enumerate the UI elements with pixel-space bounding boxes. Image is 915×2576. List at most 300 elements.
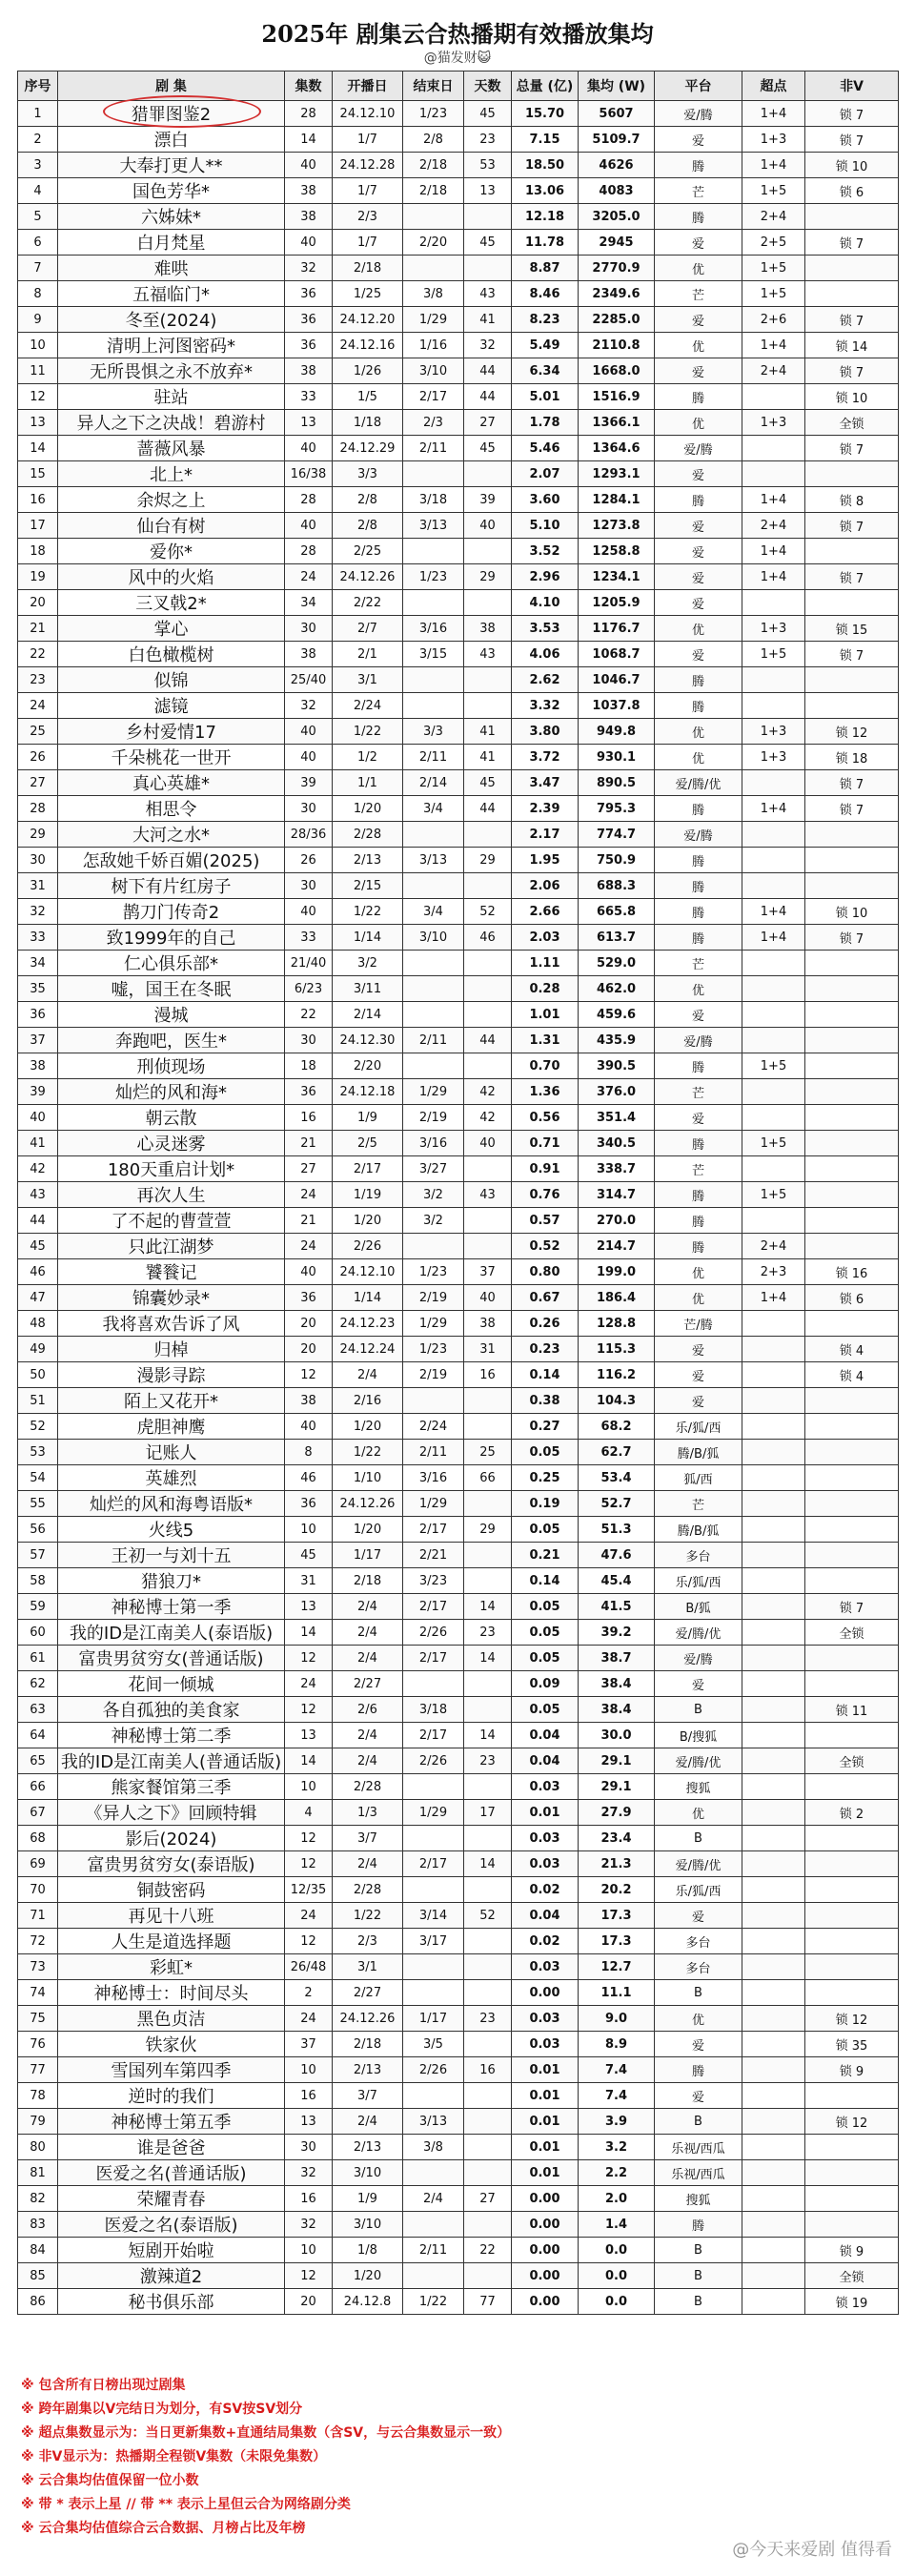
cell-episodes: 13 — [285, 410, 333, 436]
cell-title-text: 英雄烈 — [145, 1469, 197, 1489]
cell-index: 25 — [18, 719, 58, 745]
cell-end-date — [403, 2160, 464, 2186]
cell-days: 44 — [464, 358, 512, 384]
cell-title — [58, 127, 285, 153]
cell-episodes: 14 — [285, 1620, 333, 1646]
cell-platform: B/狐 — [655, 1594, 742, 1620]
cell-non-vip — [805, 1517, 899, 1543]
cell-non-vip: 锁 4 — [805, 1362, 899, 1388]
cell-total: 2.17 — [512, 822, 579, 848]
cell-total: 2.96 — [512, 564, 579, 590]
cell-end-date: 2/3 — [403, 410, 464, 436]
cell-index: 82 — [18, 2186, 58, 2212]
cell-average: 27.9 — [579, 1800, 655, 1826]
cell-episodes: 24 — [285, 2006, 333, 2032]
cell-start-date: 2/8 — [333, 513, 403, 539]
cell-total: 0.01 — [512, 1800, 579, 1826]
cell-start-date: 2/27 — [333, 1980, 403, 2006]
cell-end-date: 1/23 — [403, 1259, 464, 1285]
cell-total: 0.05 — [512, 1620, 579, 1646]
cell-average: 38.4 — [579, 1697, 655, 1723]
cell-total: 0.67 — [512, 1285, 579, 1311]
cell-non-vip: 锁 7 — [805, 925, 899, 951]
cell-total: 0.52 — [512, 1234, 579, 1259]
cell-episodes: 16/38 — [285, 461, 333, 487]
cell-start-date: 3/7 — [333, 1826, 403, 1851]
cell-index: 36 — [18, 1002, 58, 1028]
cell-end-date — [403, 822, 464, 848]
cell-title — [58, 667, 285, 693]
cell-title — [58, 384, 285, 410]
cell-non-vip — [805, 1440, 899, 1465]
cell-total: 12.18 — [512, 204, 579, 230]
cell-title — [58, 1414, 285, 1440]
cell-title-text: 饕餮记 — [145, 1263, 197, 1283]
cell-episodes: 28 — [285, 101, 333, 127]
cell-title-text: 黑色贞洁 — [136, 2010, 206, 2030]
table-row — [18, 333, 899, 358]
cell-title — [58, 1105, 285, 1131]
cell-non-vip: 锁 14 — [805, 333, 899, 358]
cell-platform: B — [655, 1697, 742, 1723]
cell-title-text: 爱你* — [150, 542, 193, 562]
cell-platform: 爱 — [655, 2032, 742, 2057]
cell-platform: 爱 — [655, 1362, 742, 1388]
cell-title — [58, 1053, 285, 1079]
cell-start-date: 1/8 — [333, 2238, 403, 2263]
cell-episodes: 36 — [285, 307, 333, 333]
cell-days — [464, 1826, 512, 1851]
cell-index: 72 — [18, 1929, 58, 1954]
cell-average: 1364.6 — [579, 436, 655, 461]
cell-index: 14 — [18, 436, 58, 461]
cell-title — [58, 2160, 285, 2186]
cell-start-date: 24.12.18 — [333, 1079, 403, 1105]
table-row — [18, 1517, 899, 1543]
cell-end-date — [403, 2212, 464, 2238]
cell-peak: 1+4 — [742, 487, 805, 513]
cell-non-vip: 锁 10 — [805, 153, 899, 178]
cell-end-date: 3/15 — [403, 642, 464, 667]
cell-index: 18 — [18, 539, 58, 564]
cell-platform: 爱 — [655, 358, 742, 384]
cell-days: 45 — [464, 101, 512, 127]
cell-episodes: 20 — [285, 1337, 333, 1362]
cell-start-date: 2/4 — [333, 1851, 403, 1877]
cell-platform: 芒/腾 — [655, 1311, 742, 1337]
cell-days: 23 — [464, 2006, 512, 2032]
cell-platform: 芒 — [655, 178, 742, 204]
cell-platform: 优 — [655, 256, 742, 281]
cell-platform: 腾 — [655, 1131, 742, 1156]
cell-days — [464, 2135, 512, 2160]
cell-non-vip: 锁 35 — [805, 2032, 899, 2057]
cell-average: 338.7 — [579, 1156, 655, 1182]
cell-index: 56 — [18, 1517, 58, 1543]
cell-start-date: 1/3 — [333, 1800, 403, 1826]
cell-non-vip — [805, 1208, 899, 1234]
cell-end-date — [403, 539, 464, 564]
cell-title-text: 花间一倾城 — [128, 1675, 214, 1695]
cell-end-date — [403, 204, 464, 230]
cell-average: 390.5 — [579, 1053, 655, 1079]
cell-non-vip — [805, 1491, 899, 1517]
cell-total: 0.04 — [512, 1723, 579, 1748]
note-4: ※ 非V显示为：热播期全程锁V集数（未限免集数） — [21, 2449, 327, 2464]
cell-start-date: 2/6 — [333, 1697, 403, 1723]
table-row — [18, 178, 899, 204]
cell-end-date — [403, 951, 464, 976]
cell-non-vip: 锁 7 — [805, 436, 899, 461]
header-index: 序号 — [18, 72, 58, 101]
cell-days: 45 — [464, 436, 512, 461]
cell-days: 40 — [464, 1285, 512, 1311]
cell-start-date: 24.12.8 — [333, 2289, 403, 2315]
cell-peak: 2+4 — [742, 358, 805, 384]
table-row — [18, 1929, 899, 1954]
cell-total: 1.01 — [512, 1002, 579, 1028]
cell-days: 13 — [464, 178, 512, 204]
cell-index: 28 — [18, 796, 58, 822]
cell-non-vip — [805, 976, 899, 1002]
table-row — [18, 127, 899, 153]
cell-episodes: 12 — [285, 1929, 333, 1954]
cell-average: 1.4 — [579, 2212, 655, 2238]
cell-end-date: 2/19 — [403, 1105, 464, 1131]
cell-platform: 爱/腾/优 — [655, 1851, 742, 1877]
cell-start-date: 24.12.16 — [333, 333, 403, 358]
cell-index: 53 — [18, 1440, 58, 1465]
cell-index: 13 — [18, 410, 58, 436]
cell-title-text: 180天重启计划* — [107, 1160, 235, 1180]
cell-days: 44 — [464, 796, 512, 822]
cell-index: 61 — [18, 1646, 58, 1671]
cell-non-vip: 锁 16 — [805, 1259, 899, 1285]
cell-title — [58, 1259, 285, 1285]
cell-end-date: 3/13 — [403, 513, 464, 539]
cell-platform: 腾 — [655, 693, 742, 719]
cell-peak — [742, 1517, 805, 1543]
cell-days: 40 — [464, 513, 512, 539]
cell-title-text: 大河之水* — [132, 826, 210, 846]
cell-days — [464, 873, 512, 899]
cell-index: 69 — [18, 1851, 58, 1877]
cell-total: 0.03 — [512, 1954, 579, 1980]
cell-total: 0.28 — [512, 976, 579, 1002]
cell-peak: 1+3 — [742, 719, 805, 745]
cell-non-vip — [805, 1929, 899, 1954]
cell-episodes: 40 — [285, 513, 333, 539]
cell-days: 41 — [464, 745, 512, 770]
cell-episodes: 33 — [285, 925, 333, 951]
cell-non-vip: 锁 10 — [805, 384, 899, 410]
cell-title-text: 猎罪图鉴2 — [131, 105, 212, 125]
cell-average: 8.9 — [579, 2032, 655, 2057]
cell-days: 41 — [464, 307, 512, 333]
cell-platform: 腾/B/狐 — [655, 1517, 742, 1543]
cell-title — [58, 951, 285, 976]
cell-title-text: 影后(2024) — [125, 1830, 217, 1850]
cell-start-date: 2/4 — [333, 1620, 403, 1646]
cell-non-vip: 锁 7 — [805, 230, 899, 256]
cell-title-text: 医爱之名(泰语版) — [104, 2216, 238, 2236]
cell-end-date: 1/29 — [403, 1491, 464, 1517]
cell-non-vip — [805, 2160, 899, 2186]
table-row — [18, 1671, 899, 1697]
cell-total: 0.57 — [512, 1208, 579, 1234]
cell-average: 47.6 — [579, 1543, 655, 1568]
cell-start-date: 24.12.26 — [333, 2006, 403, 2032]
cell-average: 9.0 — [579, 2006, 655, 2032]
cell-start-date: 1/2 — [333, 745, 403, 770]
cell-peak — [742, 667, 805, 693]
cell-end-date: 2/19 — [403, 1285, 464, 1311]
cell-episodes: 32 — [285, 2160, 333, 2186]
cell-average: 890.5 — [579, 770, 655, 796]
cell-end-date: 2/26 — [403, 2057, 464, 2083]
cell-non-vip: 锁 7 — [805, 564, 899, 590]
cell-title-text: 彩虹* — [150, 1958, 193, 1978]
cell-peak: 2+5 — [742, 230, 805, 256]
cell-platform: 优 — [655, 333, 742, 358]
cell-peak — [742, 2289, 805, 2315]
cell-title — [58, 2289, 285, 2315]
cell-episodes: 24 — [285, 1182, 333, 1208]
cell-start-date: 1/9 — [333, 2186, 403, 2212]
cell-days: 29 — [464, 848, 512, 873]
cell-title — [58, 204, 285, 230]
cell-start-date: 1/17 — [333, 1543, 403, 1568]
table-row — [18, 976, 899, 1002]
cell-peak — [742, 1800, 805, 1826]
cell-platform: 狐/西 — [655, 1465, 742, 1491]
cell-start-date: 24.12.10 — [333, 1259, 403, 1285]
cell-average: 0.0 — [579, 2238, 655, 2263]
cell-average: 2110.8 — [579, 333, 655, 358]
cell-end-date: 3/8 — [403, 281, 464, 307]
cell-title — [58, 230, 285, 256]
cell-platform: 爱 — [655, 230, 742, 256]
cell-index: 15 — [18, 461, 58, 487]
cell-platform: 芒 — [655, 951, 742, 976]
cell-end-date: 1/29 — [403, 1311, 464, 1337]
cell-start-date: 1/20 — [333, 2263, 403, 2289]
cell-platform: 搜狐 — [655, 2186, 742, 2212]
cell-episodes: 30 — [285, 796, 333, 822]
cell-end-date — [403, 693, 464, 719]
cell-platform: 爱 — [655, 1388, 742, 1414]
cell-non-vip: 锁 12 — [805, 2006, 899, 2032]
page-title: 2025年 剧集云合热播期有效播放集均 — [261, 20, 654, 48]
cell-episodes: 21 — [285, 1208, 333, 1234]
cell-days — [464, 951, 512, 976]
cell-platform: 芒 — [655, 1491, 742, 1517]
cell-days — [464, 2083, 512, 2109]
cell-total: 0.03 — [512, 1774, 579, 1800]
cell-end-date — [403, 2083, 464, 2109]
cell-index: 65 — [18, 1748, 58, 1774]
cell-non-vip — [805, 667, 899, 693]
cell-platform: 腾 — [655, 667, 742, 693]
cell-end-date: 3/18 — [403, 487, 464, 513]
cell-episodes: 40 — [285, 899, 333, 925]
cell-title — [58, 1543, 285, 1568]
cell-non-vip — [805, 1105, 899, 1131]
cell-platform: 腾 — [655, 925, 742, 951]
table-row — [18, 204, 899, 230]
cell-average: 7.4 — [579, 2057, 655, 2083]
cell-episodes: 36 — [285, 1079, 333, 1105]
table-row — [18, 667, 899, 693]
cell-title-text: 怎敌她千娇百媚(2025) — [82, 851, 260, 871]
cell-title — [58, 358, 285, 384]
cell-platform: 优 — [655, 1259, 742, 1285]
cell-average: 29.1 — [579, 1748, 655, 1774]
cell-non-vip — [805, 1954, 899, 1980]
cell-average: 3.9 — [579, 2109, 655, 2135]
cell-index: 10 — [18, 333, 58, 358]
cell-episodes: 21/40 — [285, 951, 333, 976]
table-row — [18, 1105, 899, 1131]
cell-title — [58, 1337, 285, 1362]
cell-average: 5109.7 — [579, 127, 655, 153]
cell-episodes: 36 — [285, 281, 333, 307]
cell-total: 0.23 — [512, 1337, 579, 1362]
table-row — [18, 1646, 899, 1671]
cell-peak: 1+4 — [742, 1285, 805, 1311]
cell-average: 1516.9 — [579, 384, 655, 410]
cell-index: 1 — [18, 101, 58, 127]
cell-average: 688.3 — [579, 873, 655, 899]
cell-non-vip — [805, 848, 899, 873]
table-row — [18, 1826, 899, 1851]
cell-title — [58, 1877, 285, 1903]
cell-title — [58, 178, 285, 204]
cell-title-text: 熊家餐馆第三季 — [111, 1778, 232, 1798]
cell-total: 0.91 — [512, 1156, 579, 1182]
cell-title-text: 锦囊妙录* — [132, 1289, 210, 1309]
cell-title — [58, 1156, 285, 1182]
cell-days: 14 — [464, 1851, 512, 1877]
table-row — [18, 719, 899, 745]
cell-platform: 爱/腾 — [655, 1646, 742, 1671]
cell-average: 3.2 — [579, 2135, 655, 2160]
cell-episodes: 38 — [285, 1388, 333, 1414]
cell-peak — [742, 461, 805, 487]
cell-days: 52 — [464, 1903, 512, 1929]
cell-episodes: 38 — [285, 178, 333, 204]
cell-peak: 1+5 — [742, 256, 805, 281]
cell-days: 39 — [464, 487, 512, 513]
cell-average: 38.4 — [579, 1671, 655, 1697]
cell-title-text: 五福临门* — [132, 285, 210, 305]
cell-days — [464, 1543, 512, 1568]
cell-non-vip — [805, 1646, 899, 1671]
cell-title-text: 嘘，国王在冬眠 — [111, 980, 232, 1000]
cell-title — [58, 410, 285, 436]
table-row — [18, 2057, 899, 2083]
cell-episodes: 10 — [285, 2238, 333, 2263]
cell-platform: 腾/B/狐 — [655, 1440, 742, 1465]
cell-end-date: 1/29 — [403, 1800, 464, 1826]
cell-average: 21.3 — [579, 1851, 655, 1877]
cell-index: 76 — [18, 2032, 58, 2057]
table-row — [18, 590, 899, 616]
cell-days — [464, 1671, 512, 1697]
cell-index: 79 — [18, 2109, 58, 2135]
cell-average: 115.3 — [579, 1337, 655, 1362]
cell-episodes: 21 — [285, 1131, 333, 1156]
table-row — [18, 1568, 899, 1594]
cell-end-date: 1/16 — [403, 333, 464, 358]
cell-total: 0.27 — [512, 1414, 579, 1440]
cell-title-text: 三叉戟2* — [135, 594, 207, 614]
cell-end-date — [403, 2263, 464, 2289]
cell-start-date: 24.12.30 — [333, 1028, 403, 1053]
highlight-circle — [103, 95, 261, 128]
cell-average: 62.7 — [579, 1440, 655, 1465]
cell-start-date: 2/1 — [333, 642, 403, 667]
cell-days: 22 — [464, 2238, 512, 2263]
cell-title — [58, 436, 285, 461]
cell-episodes: 18 — [285, 1053, 333, 1079]
cell-episodes: 34 — [285, 590, 333, 616]
cell-peak — [742, 1337, 805, 1362]
ratings-table — [17, 71, 899, 2315]
cell-peak — [742, 1671, 805, 1697]
cell-index: 24 — [18, 693, 58, 719]
cell-peak — [742, 2263, 805, 2289]
cell-start-date: 3/2 — [333, 951, 403, 976]
cell-days: 37 — [464, 1259, 512, 1285]
cell-episodes: 25/40 — [285, 667, 333, 693]
cell-non-vip: 锁 7 — [805, 796, 899, 822]
cell-index: 37 — [18, 1028, 58, 1053]
cell-end-date: 2/17 — [403, 384, 464, 410]
cell-peak — [742, 2212, 805, 2238]
cell-title-text: 灿烂的风和海粤语版* — [90, 1495, 253, 1515]
cell-start-date: 2/13 — [333, 2135, 403, 2160]
cell-total: 3.47 — [512, 770, 579, 796]
cell-average: 435.9 — [579, 1028, 655, 1053]
cell-end-date: 2/18 — [403, 153, 464, 178]
author-handle: @猫发财😺 — [423, 51, 492, 66]
table-row — [18, 153, 899, 178]
cell-index: 49 — [18, 1337, 58, 1362]
cell-episodes: 38 — [285, 204, 333, 230]
table-row — [18, 1543, 899, 1568]
cell-days: 42 — [464, 1079, 512, 1105]
cell-title — [58, 1388, 285, 1414]
cell-index: 27 — [18, 770, 58, 796]
table-row — [18, 2109, 899, 2135]
cell-platform: 爱 — [655, 1671, 742, 1697]
cell-average: 11.1 — [579, 1980, 655, 2006]
cell-title-text: 激辣道2 — [139, 2267, 203, 2287]
cell-peak — [742, 2186, 805, 2212]
cell-title — [58, 745, 285, 770]
cell-index: 67 — [18, 1800, 58, 1826]
cell-start-date: 2/8 — [333, 487, 403, 513]
table-row — [18, 822, 899, 848]
cell-days: 29 — [464, 564, 512, 590]
cell-title — [58, 2135, 285, 2160]
header-peak: 超点 — [742, 72, 805, 101]
cell-title — [58, 2238, 285, 2263]
cell-episodes: 36 — [285, 1285, 333, 1311]
cell-end-date: 1/23 — [403, 564, 464, 590]
cell-days: 16 — [464, 2057, 512, 2083]
